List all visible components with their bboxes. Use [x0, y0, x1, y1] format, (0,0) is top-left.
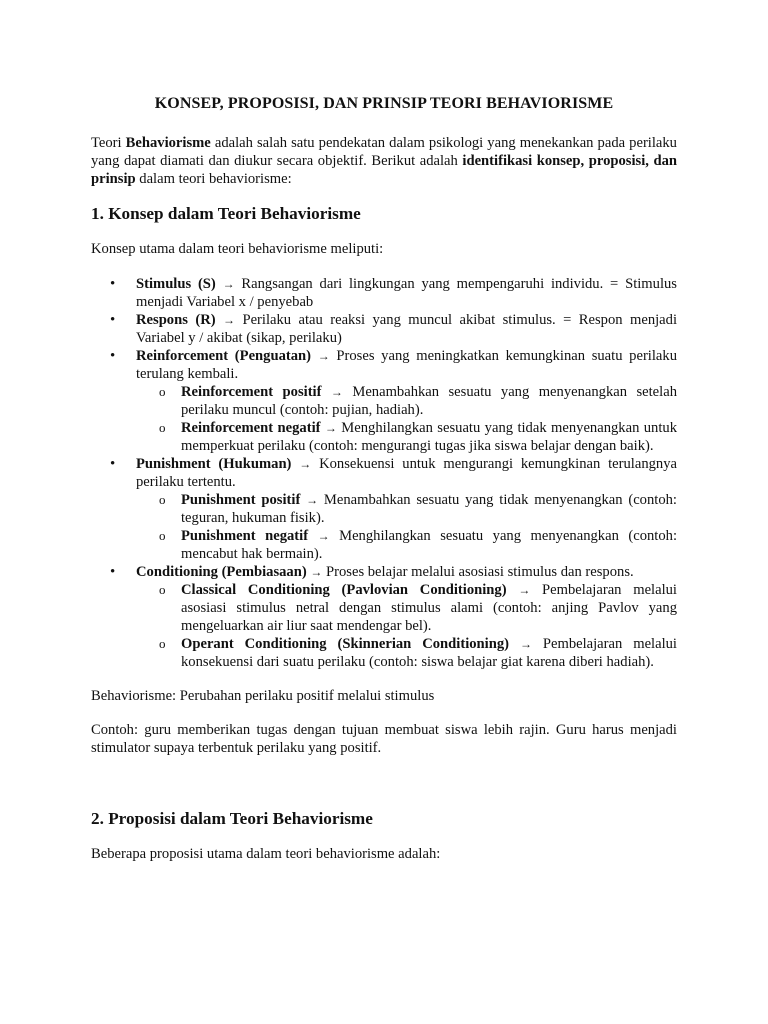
arrow-icon: → [306, 493, 319, 507]
sub-item-text: Menghilangkan sesuatu yang menyenangkan (contoh: mencabut hak bermain). [181, 528, 677, 562]
sub-item-text: Menambahkan sesuatu yang tidak menyenangkan (contoh: teguran, hukuman fisik). [181, 492, 677, 526]
sub-item-text: Pembelajaran melalui asosiasi stimulus netral dengan stimulus alami (contoh: anjing Pavlov yang mengeluarkan air liur saat mendengar bel). [181, 582, 677, 634]
concept-list [91, 275, 677, 671]
section-2-lead: Beberapa proposisi utama dalam teori behaviorisme adalah: [91, 846, 441, 862]
intro-bold-2: identifikasi konsep, proposisi, dan prinsip [91, 153, 677, 187]
sub-item-term: Classical Conditioning (Pavlovian Conditioning) [181, 582, 507, 598]
arrow-icon: → [317, 349, 330, 363]
sub-item-classical-conditioning [181, 581, 677, 635]
sub-item-reinforcement-negatif [181, 419, 677, 455]
section-1-heading: 1. Konsep dalam Teori Behaviorisme [91, 204, 361, 223]
intro-text-3: dalam teori behaviorisme: [135, 171, 292, 187]
arrow-icon: → [317, 529, 330, 543]
item-text: Rangsangan dari lingkungan yang mempengaruhi individu. = Stimulus menjadi Variabel x / penyebab [136, 276, 677, 310]
section-1-lead: Konsep utama dalam teori behaviorisme meliputi: [91, 241, 384, 257]
sub-list [136, 491, 677, 563]
list-item-stimulus [136, 275, 677, 311]
arrow-icon: → [222, 277, 235, 291]
arrow-icon: → [518, 583, 531, 597]
sub-item-punishment-negatif [181, 527, 677, 563]
list-item-punishment [136, 455, 677, 563]
intro-bold-1: Behaviorisme [125, 135, 211, 151]
section-2-heading: 2. Proposisi dalam Teori Behaviorisme [91, 809, 373, 828]
arrow-icon: → [324, 421, 337, 435]
sub-item-reinforcement-positif [181, 383, 677, 419]
arrow-icon: → [330, 385, 343, 399]
sub-item-term: Operant Conditioning (Skinnerian Conditioning) [181, 636, 509, 652]
sub-item-term: Reinforcement negatif [181, 420, 321, 436]
sub-item-text: Pembelajaran melalui konsekuensi dari suatu perilaku (contoh: siswa belajar giat karena diberi hadiah). [181, 636, 677, 670]
arrow-icon: → [299, 457, 312, 471]
sub-item-term: Reinforcement positif [181, 384, 322, 400]
sub-item-term: Punishment positif [181, 492, 301, 508]
intro-text-2: adalah salah satu pendekatan dalam psikologi yang menekankan pada perilaku yang dapat diamati dan diukur secara objektif. Berikut adalah [91, 135, 677, 169]
intro-text-1: Teori [91, 135, 126, 151]
sub-item-text: Menghilangkan sesuatu yang tidak menyenangkan untuk memperkuat perilaku (contoh: mengurangi tugas jika siswa belajar dengan baik). [181, 420, 678, 454]
arrow-icon: → [223, 313, 236, 327]
item-term: Punishment (Hukuman) [136, 456, 292, 472]
item-term: Reinforcement (Penguatan) [136, 348, 312, 364]
sub-item-text: Menambahkan sesuatu yang menyenangkan setelah perilaku muncul (contoh: pujian, hadiah). [181, 384, 677, 418]
item-text: Perilaku atau reaksi yang muncul akibat stimulus. = Respon menjadi Variabel y / akibat (sikap, perilaku) [136, 312, 677, 346]
sub-list [136, 581, 677, 671]
list-item-reinforcement [136, 347, 677, 455]
item-text: Proses belajar melalui asosiasi stimulus dan respons. [322, 564, 634, 580]
item-term: Respons (R) [136, 312, 216, 328]
sub-list [136, 383, 677, 455]
sub-item-punishment-positif [181, 491, 677, 527]
item-term: Stimulus (S) [136, 276, 216, 292]
sub-item-term: Punishment negatif [181, 528, 309, 544]
sub-item-operant-conditioning [181, 635, 677, 671]
spacer [91, 773, 677, 809]
intro-paragraph [91, 134, 677, 188]
list-item-respons [136, 311, 677, 347]
item-text: Proses yang meningkatkan kemungkinan suatu perilaku terulang kembali. [136, 348, 677, 382]
list-item-conditioning [136, 563, 677, 671]
arrow-icon: → [310, 565, 323, 579]
note-contoh: Contoh: guru memberikan tugas dengan tujuan membuat siswa lebih rajin. Guru harus menjadi stimulator supaya terbentuk perilaku yang positif. [91, 722, 677, 756]
item-text: Konsekuensi untuk mengurangi kemungkinan terulangnya perilaku tertentu. [136, 456, 678, 490]
arrow-icon: → [519, 637, 532, 651]
page-title: KONSEP, PROPOSISI, DAN PRINSIP TEORI BEHAVIORISME [154, 95, 614, 112]
note-behaviorisme: Behaviorisme: Perubahan perilaku positif melalui stimulus [91, 688, 435, 704]
item-term: Conditioning (Pembiasaan) [136, 564, 307, 580]
